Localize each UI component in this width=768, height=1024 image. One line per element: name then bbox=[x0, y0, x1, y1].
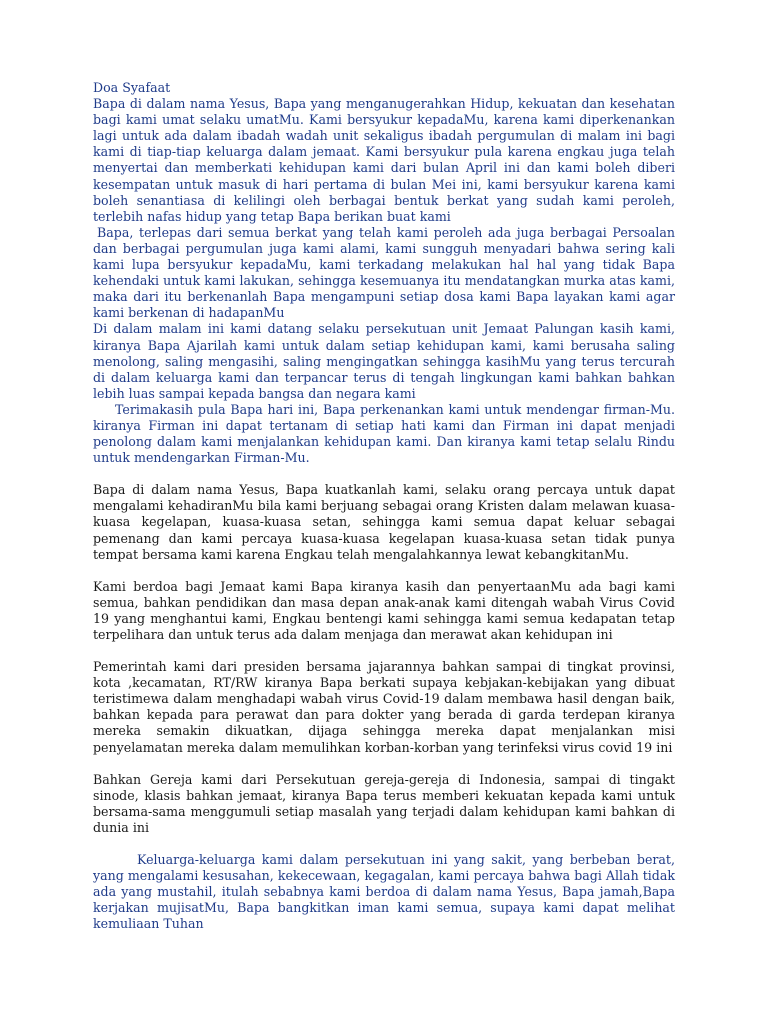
paragraph-government: Pemerintah kami dari presiden bersama jajarannya bahkan sampai di tingkat provinsi, kota ,kecamatan, RT/RW kiranya Bapa berkati supaya kebjakan-kebijakan yang dibuat teristimewa dalam menghadapi wabah virus Covid-19 dalam membawa hasil dengan baik, bahkan kepada para perawat dan para dokter yang berada di garda terdepan kiranya mereka semakin dikuatkan, dijaga sehingga mereka dapat menjalankan misi penyelamatan mereka dalam memulihkan korban-korban yang terinfeksi virus covid 19 ini bbox=[93, 659, 675, 755]
document-page bbox=[93, 80, 675, 933]
paragraph-families: Keluarga-keluarga kami dalam persekutuan ini yang sakit, yang berbeban berat, yang mengalami kesusahan, kekecewaan, kegagalan, kami percaya bahwa bagi Allah tidak ada yang mustahil, itulah sebabnya kami berdoa di dalam nama Yesus, Bapa jamah,Bapa kerjakan mujisatMu, Bapa bangkitkan iman kami semua, supaya kami dapat melihat kemuliaan Tuhan bbox=[93, 852, 675, 932]
paragraph-fellowship: Di dalam malam ini kami datang selaku persekutuan unit Jemaat Palungan kasih kami, kiranya Bapa Ajarilah kami untuk dalam setiap kehidupan kami, kami berusaha saling menolong, saling mengasihi, saling mengingatkan sehingga kasihMu yang terus tercurah di dalam keluarga kami dan terpancar terus di tengah lingkungan kami bahkan bahkan lebih luas sampai kepada bangsa dan negara kami bbox=[93, 321, 675, 401]
paragraph-congregation: Kami berdoa bagi Jemaat kami Bapa kiranya kasih dan penyertaanMu ada bagi kami semua, bahkan pendidikan dan masa depan anak-anak kami ditengah wabah Virus Covid 19 yang menghantui kami, Engkau bentengi kami sehingga kami semua kedapatan tetap terpelihara dan untuk terus ada dalam menjaga dan merawat akan kehidupan ini bbox=[93, 578, 675, 642]
paragraph-confession: Bapa, terlepas dari semua berkat yang telah kami peroleh ada juga berbagai Persoalan dan berbagai pergumulan juga kami alami, kami sungguh menyadari bahwa sering kali kami lupa bersyukur kepadaMu, kami terkadang melakukan hal hal yang tidak Bapa kehendaki untuk kami lakukan, sehingga kesemuanya itu mendatangkan murka atas kami, maka dari itu berkenanlah Bapa mengampuni setiap dosa kami Bapa layakan kami agar kami berkenan di hadapanMu bbox=[93, 224, 675, 321]
paragraph-strength: Bapa di dalam nama Yesus, Bapa kuatkanlah kami, selaku orang percaya untuk dapat mengalami kehadiranMu bila kami berjuang sebagai orang Kristen dalam melawan kuasa-kuasa kegelapan, kuasa-kuasa setan, sehingga kami semua dapat keluar sebagai pemenang dan kami percaya kuasa-kuasa kegelapan kuasa-kuasa setan tidak punya tempat bersama kami karena Engkau telah mengalahkannya lewat kebangkitanMu. bbox=[93, 482, 675, 562]
paragraph-thanksgiving: Terimakasih pula Bapa hari ini, Bapa perkenankan kami untuk mendengar firman-Mu. kiranya Firman ini dapat tertanam di setiap hati kami dan Firman ini dapat menjadi penolong dalam kami menjalankan kehidupan kami. Dan kiranya kami tetap selalu Rindu untuk mendengarkan Firman-Mu. bbox=[93, 401, 675, 466]
document-title: Doa Syafaat bbox=[93, 80, 171, 95]
paragraph-church: Bahkan Gereja kami dari Persekutuan gereja-gereja di Indonesia, sampai di tingakt sinode, klasis bahkan jemaat, kiranya Bapa terus memberi kekuatan kepada kami untuk bersama-sama menggumuli setiap masalah yang terjadi dalam kehidupan kami bahkan di dunia ini bbox=[93, 771, 675, 835]
paragraph-opening: Bapa di dalam nama Yesus, Bapa yang menganugerahkan Hidup, kekuatan dan kesehatan bagi kami umat selaku umatMu. Kami bersyukur kepadaMu, karena kami diperkenankan lagi untuk ada dalam ibadah wadah unit sekaligus ibadah pergumulan di malam ini bagi kami di tiap-tiap keluarga dalam jemaat. Kami bersyukur pula karena engkau juga telah menyertai dan memberkati kehidupan kami dari bulan April ini dan kami boleh diberi kesempatan untuk masuk di hari pertama di bulan Mei ini, kami bersyukur karena kami boleh senantiasa di kelilingi oleh berbagai bentuk berkat yang sudah kami peroleh, terlebih nafas hidup yang tetap Bapa berikan buat kami bbox=[93, 96, 675, 224]
